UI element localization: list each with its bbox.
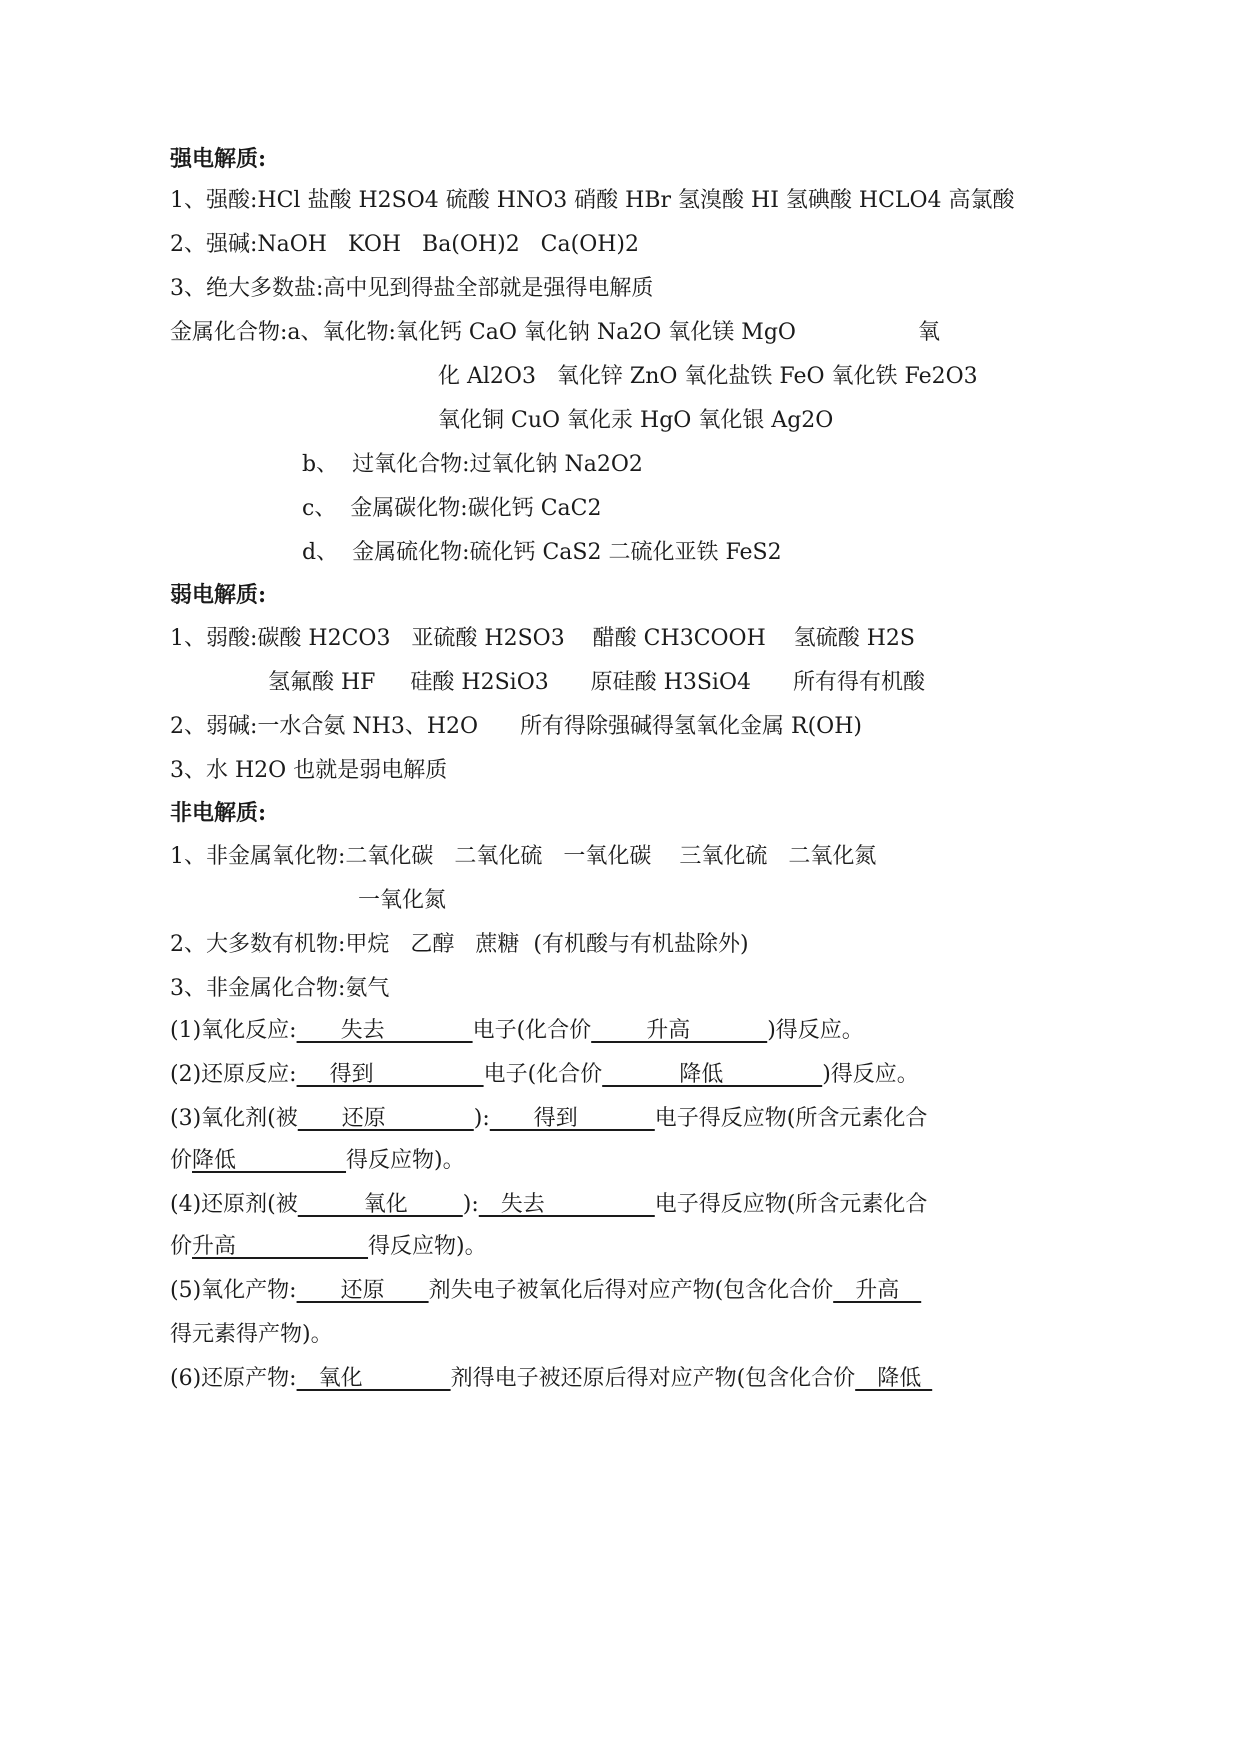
blank-answer: 升高 — [192, 1234, 369, 1259]
blank-answer: 氧化 — [297, 1192, 463, 1217]
metal-compound-line-end: 氧 — [918, 320, 941, 345]
peroxide-line: b、 过氧化合物:过氧化钠 Na2O2 — [302, 452, 643, 477]
weak-electrolyte-heading: 弱电解质: — [170, 582, 267, 608]
non-electrolyte-heading: 非电解质: — [170, 800, 267, 826]
weak-acid-line-2: 氢氟酸 HF 硅酸 H2SiO3 原硅酸 H3SiO4 所有得有机酸 — [268, 670, 925, 695]
weak-acid-line: 1、弱酸:碳酸 H2CO3 亚硫酸 H2SO3 醋酸 CH3COOH 氢硫酸 H2S — [170, 626, 916, 651]
blank-answer: 氧化 — [296, 1366, 451, 1391]
strong-acid-line: 1、强酸:HCl 盐酸 H2SO4 硫酸 HNO3 硝酸 HBr 氢溴酸 HI 氢碘酸 HCLO4 高氯酸 — [170, 188, 1015, 213]
oxidation-product-line-2: 得元素得产物)。 — [170, 1322, 333, 1347]
nonmetal-oxide-line: 1、非金属氧化物:二氧化碳 二氧化硫 一氧化碳 三氧化硫 二氧化氮 — [170, 844, 877, 869]
nonmetal-compound-line: 3、非金属化合物:氨气 — [170, 976, 390, 1001]
blank-answer: 升高 — [833, 1278, 922, 1303]
reduction-product-line: (6)还原产物: 氧化 剂得电子被还原后得对应产物(包含化合价 降低 — [170, 1366, 933, 1391]
organic-line: 2、大多数有机物:甲烷 乙醇 蔗糖 (有机酸与有机盐除外) — [170, 932, 749, 957]
oxidation-product-line: (5)氧化产物: 还原 剂失电子被氧化后得对应产物(包含化合价 升高 — [170, 1278, 922, 1303]
blank-answer: 得到 — [296, 1062, 484, 1087]
blank-answer: 得到 — [489, 1106, 655, 1131]
oxidizing-agent-line: (3)氧化剂(被 还原 ): 得到 电子得反应物(所含元素化合 — [170, 1106, 928, 1131]
strong-electrolyte-heading: 强电解质: — [170, 146, 267, 172]
blank-answer: 降低 — [855, 1366, 933, 1391]
weak-base-line: 2、弱碱:一水合氨 NH3、H2O 所有得除强碱得氢氧化金属 R(OH) — [170, 714, 862, 739]
reduction-reaction-line: (2)还原反应: 得到 电子(化合价 降低 )得反应。 — [170, 1062, 919, 1087]
sulfide-line: d、 金属硫化物:硫化钙 CaS2 二硫化亚铁 FeS2 — [302, 540, 782, 565]
blank-answer: 失去 — [478, 1192, 655, 1217]
blank-answer: 升高 — [591, 1018, 768, 1043]
metal-compound-line: 金属化合物:a、氧化物:氧化钙 CaO 氧化钠 Na2O 氧化镁 MgO — [170, 320, 796, 345]
strong-base-line: 2、强碱:NaOH KOH Ba(OH)2 Ca(OH)2 — [170, 232, 640, 257]
blank-answer: 降低 — [192, 1148, 347, 1173]
reducing-agent-line: (4)还原剂(被 氧化 ): 失去 电子得反应物(所含元素化合 — [170, 1192, 928, 1217]
water-line: 3、水 H2O 也就是弱电解质 — [170, 758, 448, 783]
blank-answer: 还原 — [297, 1106, 474, 1131]
oxidizing-agent-line-2: 价降低 得反应物)。 — [170, 1148, 465, 1173]
nonmetal-oxide-line-2: 一氧化氮 — [358, 888, 447, 913]
oxide-line-2: 化 Al2O3 氧化锌 ZnO 氧化盐铁 FeO 氧化铁 Fe2O3 — [438, 364, 978, 389]
oxidation-reaction-line: (1)氧化反应: 失去 电子(化合价 升高 )得反应。 — [170, 1018, 864, 1043]
blank-answer: 降低 — [602, 1062, 823, 1087]
reducing-agent-line-2: 价升高 得反应物)。 — [170, 1234, 487, 1259]
carbide-line: c、 金属碳化物:碳化钙 CaC2 — [302, 496, 602, 521]
salt-line: 3、绝大多数盐:高中见到得盐全部就是强得电解质 — [170, 276, 654, 301]
oxide-line-3: 氧化铜 CuO 氧化汞 HgO 氧化银 Ag2O — [438, 408, 834, 433]
blank-answer: 还原 — [296, 1278, 429, 1303]
blank-answer: 失去 — [296, 1018, 473, 1043]
